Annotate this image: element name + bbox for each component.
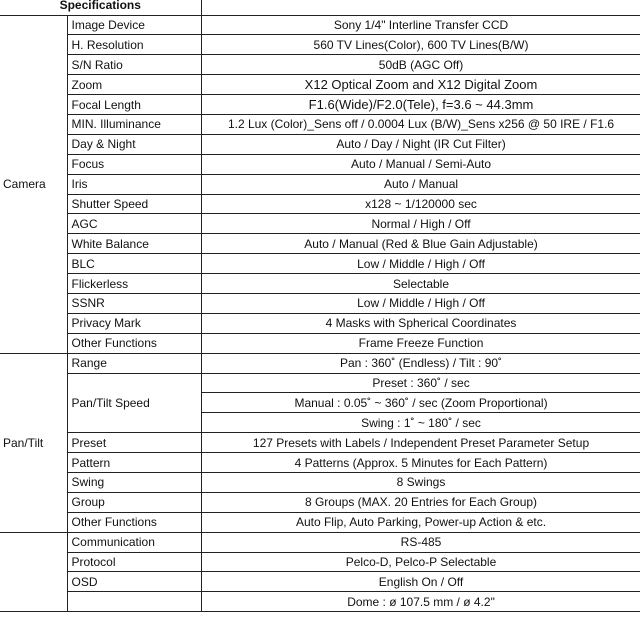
spec-value: x128 ~ 1/120000 sec — [201, 194, 640, 214]
spec-label: Preset — [67, 433, 201, 453]
spec-label: White Balance — [67, 234, 201, 254]
spec-value: Auto Flip, Auto Parking, Power-up Action & etc. — [201, 512, 640, 532]
spec-label: Swing — [67, 472, 201, 492]
table-row — [0, 453, 640, 473]
header-empty — [201, 0, 640, 15]
spec-value: 560 TV Lines(Color), 600 TV Lines(B/W) — [201, 35, 640, 55]
spec-label: Other Functions — [67, 512, 201, 532]
spec-label: S/N Ratio — [67, 55, 201, 75]
table-row — [0, 134, 640, 154]
spec-label: Focal Length — [67, 95, 201, 115]
spec-value: Swing : 1˚ ~ 180˚ / sec — [201, 413, 640, 433]
header-row — [0, 0, 640, 15]
spec-label: Iris — [67, 174, 201, 194]
table-row — [0, 592, 640, 612]
spec-value: Auto / Manual / Semi-Auto — [201, 154, 640, 174]
table-row — [0, 433, 640, 453]
spec-value: 50dB (AGC Off) — [201, 55, 640, 75]
table-row — [0, 572, 640, 592]
table-row — [0, 293, 640, 313]
spec-value: Sony 1/4" Interline Transfer CCD — [201, 15, 640, 35]
table-row — [0, 35, 640, 55]
spec-label: Pan/Tilt Speed — [67, 373, 201, 433]
spec-value: Low / Middle / High / Off — [201, 254, 640, 274]
spec-value: 4 Masks with Spherical Coordinates — [201, 313, 640, 333]
spec-value: Normal / High / Off — [201, 214, 640, 234]
table-row — [0, 194, 640, 214]
spec-value: Preset : 360˚ / sec — [201, 373, 640, 393]
spec-label: Privacy Mark — [67, 313, 201, 333]
spec-value: Pan : 360˚ (Endless) / Tilt : 90˚ — [201, 353, 640, 373]
spec-value: F1.6(Wide)/F2.0(Tele), f=3.6 ~ 44.3mm — [201, 95, 640, 115]
group-label: Camera — [0, 15, 67, 353]
spec-value: Selectable — [201, 274, 640, 294]
table-row — [0, 55, 640, 75]
table-row — [0, 274, 640, 294]
spec-value: Manual : 0.05˚ ~ 360˚ / sec (Zoom Proportional) — [201, 393, 640, 413]
spec-value: English On / Off — [201, 572, 640, 592]
spec-value: 4 Patterns (Approx. 5 Minutes for Each Pattern) — [201, 453, 640, 473]
spec-value: Frame Freeze Function — [201, 333, 640, 353]
table-row — [0, 254, 640, 274]
table-row — [0, 154, 640, 174]
table-row — [0, 373, 640, 393]
spec-label: Communication — [67, 532, 201, 552]
spec-label: Day & Night — [67, 134, 201, 154]
table-row — [0, 15, 640, 35]
table-row — [0, 472, 640, 492]
spec-value: 1.2 Lux (Color)_Sens off / 0.0004 Lux (B/W)_Sens x256 @ 50 IRE / F1.6 — [201, 114, 640, 134]
spec-value: 8 Groups (MAX. 20 Entries for Each Group) — [201, 492, 640, 512]
spec-label: Flickerless — [67, 274, 201, 294]
spec-label: Range — [67, 353, 201, 373]
table-row — [0, 234, 640, 254]
table-row — [0, 333, 640, 353]
table-row — [0, 174, 640, 194]
spec-value: Dome : ø 107.5 mm / ø 4.2" — [201, 592, 640, 612]
spec-label: Group — [67, 492, 201, 512]
table-row — [0, 532, 640, 552]
group-label — [0, 532, 67, 612]
spec-label: H. Resolution — [67, 35, 201, 55]
spec-label: OSD — [67, 572, 201, 592]
table-row — [0, 114, 640, 134]
table-row — [0, 95, 640, 115]
spec-value: Auto / Manual — [201, 174, 640, 194]
table-row — [0, 313, 640, 333]
table-row — [0, 75, 640, 95]
spec-value: Low / Middle / High / Off — [201, 293, 640, 313]
table-row — [0, 353, 640, 373]
spec-value: Pelco-D, Pelco-P Selectable — [201, 552, 640, 572]
table-row — [0, 492, 640, 512]
spec-label: MIN. Illuminance — [67, 114, 201, 134]
spec-label: Pattern — [67, 453, 201, 473]
table-row — [0, 552, 640, 572]
spec-label: Zoom — [67, 75, 201, 95]
table-row — [0, 512, 640, 532]
spec-value: 127 Presets with Labels / Independent Preset Parameter Setup — [201, 433, 640, 453]
table-row — [0, 214, 640, 234]
spec-value: RS-485 — [201, 532, 640, 552]
spec-value: 8 Swings — [201, 472, 640, 492]
header-title: Specifications — [0, 0, 201, 15]
spec-label: SSNR — [67, 293, 201, 313]
spec-label: Focus — [67, 154, 201, 174]
spec-label: AGC — [67, 214, 201, 234]
group-label: Pan/Tilt — [0, 353, 67, 532]
spec-label: Other Functions — [67, 333, 201, 353]
spec-value: Auto / Manual (Red & Blue Gain Adjustable) — [201, 234, 640, 254]
spec-label: Image Device — [67, 15, 201, 35]
spec-label: Shutter Speed — [67, 194, 201, 214]
spec-label: Protocol — [67, 552, 201, 572]
spec-label: BLC — [67, 254, 201, 274]
spec-label — [67, 592, 201, 612]
spec-value: Auto / Day / Night (IR Cut Filter) — [201, 134, 640, 154]
spec-value: X12 Optical Zoom and X12 Digital Zoom — [201, 75, 640, 95]
